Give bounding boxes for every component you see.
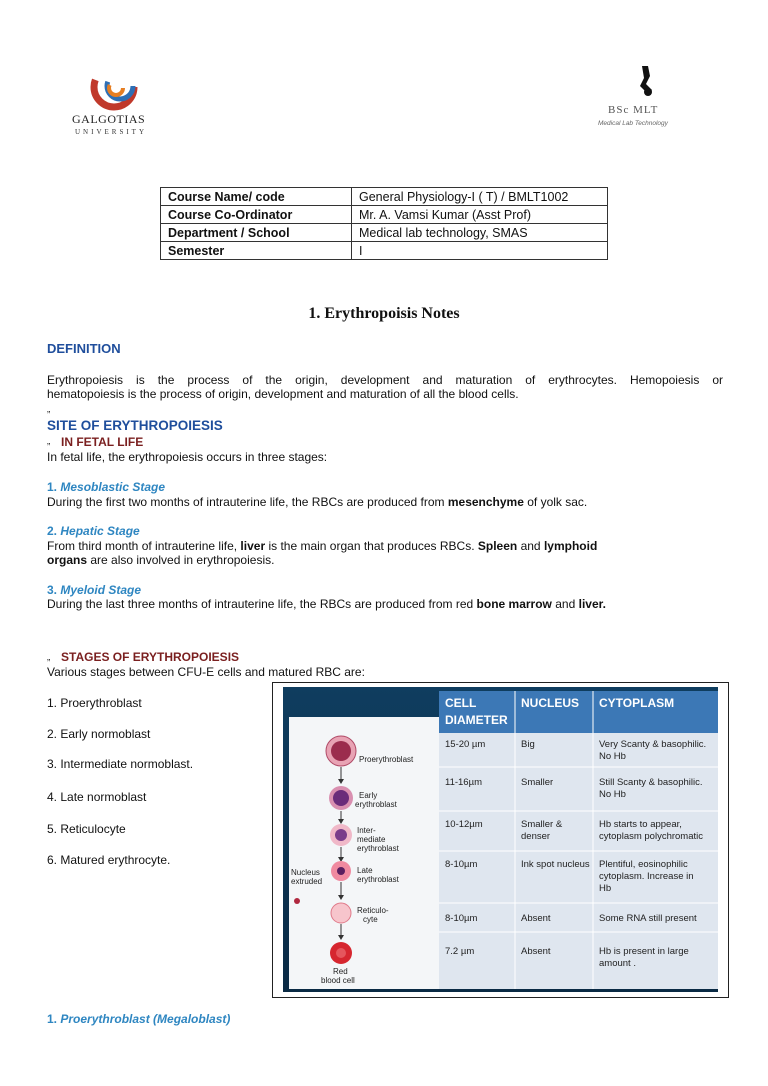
stage3-text-a: During the last three months of intrauterine life, the RBCs are produced from red	[47, 597, 477, 611]
stages-intro: Various stages between CFU-E cells and matured RBC are:	[47, 665, 365, 679]
galgotias-swirl-icon	[70, 62, 180, 112]
row-nucleus: Big	[521, 739, 535, 750]
reticulocyte-cell-icon	[331, 903, 351, 923]
galgotias-sub: UNIVERSITY	[75, 128, 147, 136]
page-title: 1. Erythropoisis Notes	[308, 305, 460, 322]
bullet-marker: „	[47, 652, 51, 663]
stage1-bold: mesenchyme	[447, 495, 524, 509]
fetal-intro: In fetal life, the erythropoiesis occurs in three stages:	[47, 450, 328, 464]
row-cytoplasm: Still Scanty & basophilic.	[599, 777, 703, 788]
bscmlt-sub: Medical Lab Technology	[598, 120, 668, 127]
row-diameter: 15-20 µm	[445, 739, 486, 750]
cell-label: Nucleus	[291, 868, 320, 877]
col-header-diameter: DIAMETER	[445, 713, 508, 727]
stage3-bold: liver.	[578, 597, 606, 611]
table-cell-value: Mr. A. Vamsi Kumar (Asst Prof)	[352, 206, 608, 224]
cell-label: Inter-	[357, 826, 376, 835]
table-cell-label: Semester	[161, 242, 352, 260]
cell-label: Red	[333, 967, 348, 976]
cell-label: cyte	[363, 915, 378, 924]
row-cytoplasm: Plentiful, eosinophilic	[599, 859, 688, 870]
list-item: 6. Matured erythrocyte.	[47, 853, 171, 867]
stage2-text: are also involved in erythropoiesis.	[87, 553, 275, 567]
row-diameter: 8-10µm	[445, 859, 478, 870]
cell-label: blood cell	[321, 976, 355, 985]
cell-label: mediate	[357, 835, 386, 844]
bullet-marker: „	[47, 436, 51, 447]
row-nucleus: Absent	[521, 946, 551, 957]
stage2-number: 2.	[47, 524, 58, 538]
row-nucleus: Absent	[521, 913, 551, 924]
cell-label: extruded	[291, 877, 323, 886]
row-diameter: 8-10µm	[445, 913, 478, 924]
stage2-text-line1	[47, 539, 597, 553]
table-cell-label: Course Co-Ordinator	[161, 206, 352, 224]
row-nucleus: denser	[521, 831, 551, 842]
stage1-text-a: During the first two months of intrauterine life, the RBCs are produced from	[47, 495, 448, 509]
stage3-name: Myeloid Stage	[60, 583, 142, 597]
stage2-text-line2	[47, 553, 274, 567]
definition-heading: DEFINITION	[47, 341, 121, 356]
table-cell-value: Medical lab technology, SMAS	[352, 224, 608, 242]
row-cytoplasm: No Hb	[599, 751, 626, 762]
proerythroblast-name: Proerythroblast (Megaloblast)	[60, 1012, 231, 1026]
microscope-icon	[626, 62, 666, 102]
stage1-text-b: of yolk sac.	[523, 495, 588, 509]
row-cytoplasm: No Hb	[599, 789, 626, 800]
stage1-heading	[47, 480, 165, 494]
cell-label: Late	[357, 866, 373, 875]
fetal-life-heading: IN FETAL LIFE	[61, 435, 144, 449]
row-nucleus: Ink spot nucleus	[521, 859, 590, 870]
row-diameter: 11-16µm	[445, 777, 482, 788]
galgotias-logo	[70, 62, 180, 142]
row-nucleus: Smaller &	[521, 819, 563, 830]
row-cytoplasm: Hb	[599, 883, 612, 894]
stage2-bold: organs	[47, 553, 88, 567]
stage2-name: Hepatic Stage	[60, 524, 140, 538]
table-cell-value: I	[352, 242, 608, 260]
list-item: 3. Intermediate normoblast.	[47, 757, 194, 771]
extruded-nucleus-icon	[294, 898, 300, 904]
table-cell-label: Department / School	[161, 224, 352, 242]
bscmlt-logo	[596, 62, 706, 132]
stage3-number: 3.	[47, 583, 58, 597]
list-item: 1. Proerythroblast	[47, 696, 142, 710]
row-nucleus: Smaller	[521, 777, 554, 788]
stage1-name: Mesoblastic Stage	[60, 480, 166, 494]
stage3-heading	[47, 583, 141, 597]
stage1-number: 1.	[47, 480, 58, 494]
erythropoiesis-figure-graphic	[283, 687, 718, 992]
table-row	[161, 188, 608, 206]
col-header-cell: CELL	[445, 696, 477, 710]
stage3-bold: bone marrow	[476, 597, 552, 611]
stage2-bold: Spleen	[477, 539, 518, 553]
bullet-marker: „	[47, 404, 51, 415]
cell-label: erythroblast	[355, 800, 397, 809]
stage2-text: and	[517, 539, 544, 553]
row-cytoplasm: amount .	[599, 958, 636, 969]
cell-label: erythroblast	[357, 844, 399, 853]
row-cytoplasm: cytoplasm. Increase in	[599, 871, 694, 882]
proerythroblast-heading	[47, 1012, 230, 1026]
galgotias-name: GALGOTIAS	[72, 112, 146, 126]
col-header-nucleus: NUCLEUS	[521, 696, 580, 710]
row-cytoplasm: Very Scanty & basophilic.	[599, 739, 707, 750]
table-row	[161, 224, 608, 242]
table-row	[161, 206, 608, 224]
cell-label: Proerythroblast	[359, 755, 414, 764]
stage2-bold: lymphoid	[543, 539, 598, 553]
row-diameter: 7.2 µm	[445, 946, 475, 957]
row-cytoplasm: Some RNA still present	[599, 913, 697, 924]
table-cell-label: Course Name/ code	[161, 188, 352, 206]
course-info-table	[160, 187, 608, 260]
table-cell-value: General Physiology-I ( T) / BMLT1002	[352, 188, 608, 206]
row-cytoplasm: Hb starts to appear,	[599, 819, 682, 830]
erythropoiesis-figure	[272, 682, 729, 998]
stage2-text: From third month of intrauterine life,	[47, 539, 241, 553]
stage2-text: is the main organ that produces RBCs.	[265, 539, 478, 553]
stage2-heading	[47, 524, 140, 538]
proerythroblast-number: 1.	[47, 1012, 58, 1026]
bscmlt-name: BSc MLT	[608, 104, 659, 116]
stage3-text-b: and	[551, 597, 579, 611]
list-item: 4. Late normoblast	[47, 790, 147, 804]
definition-text-line1: Erythropoiesis is the process of the origin, development and maturation of erythrocytes. Hemopoiesis or	[47, 373, 723, 387]
stages-heading: STAGES OF ERYTHROPOIESIS	[61, 650, 240, 664]
col-header-cytoplasm: CYTOPLASM	[599, 696, 675, 710]
stage1-text	[47, 495, 587, 509]
list-item: 2. Early normoblast	[47, 727, 151, 741]
cell-label: erythroblast	[357, 875, 399, 884]
site-heading: SITE OF ERYTHROPOIESIS	[47, 418, 223, 433]
row-cytoplasm: cytoplasm polychromatic	[599, 831, 704, 842]
stage2-bold: liver	[240, 539, 266, 553]
definition-text-line2: hematopoiesis is the process of origin, development and maturation of all the blood cells.	[47, 387, 519, 401]
stage3-text	[47, 597, 606, 611]
cell-label: Early	[359, 791, 378, 800]
cell-label: Reticulo-	[357, 906, 389, 915]
table-row	[161, 242, 608, 260]
row-diameter: 10-12µm	[445, 819, 483, 830]
row-cytoplasm: Hb is present in large	[599, 946, 689, 957]
list-item: 5. Reticulocyte	[47, 822, 126, 836]
